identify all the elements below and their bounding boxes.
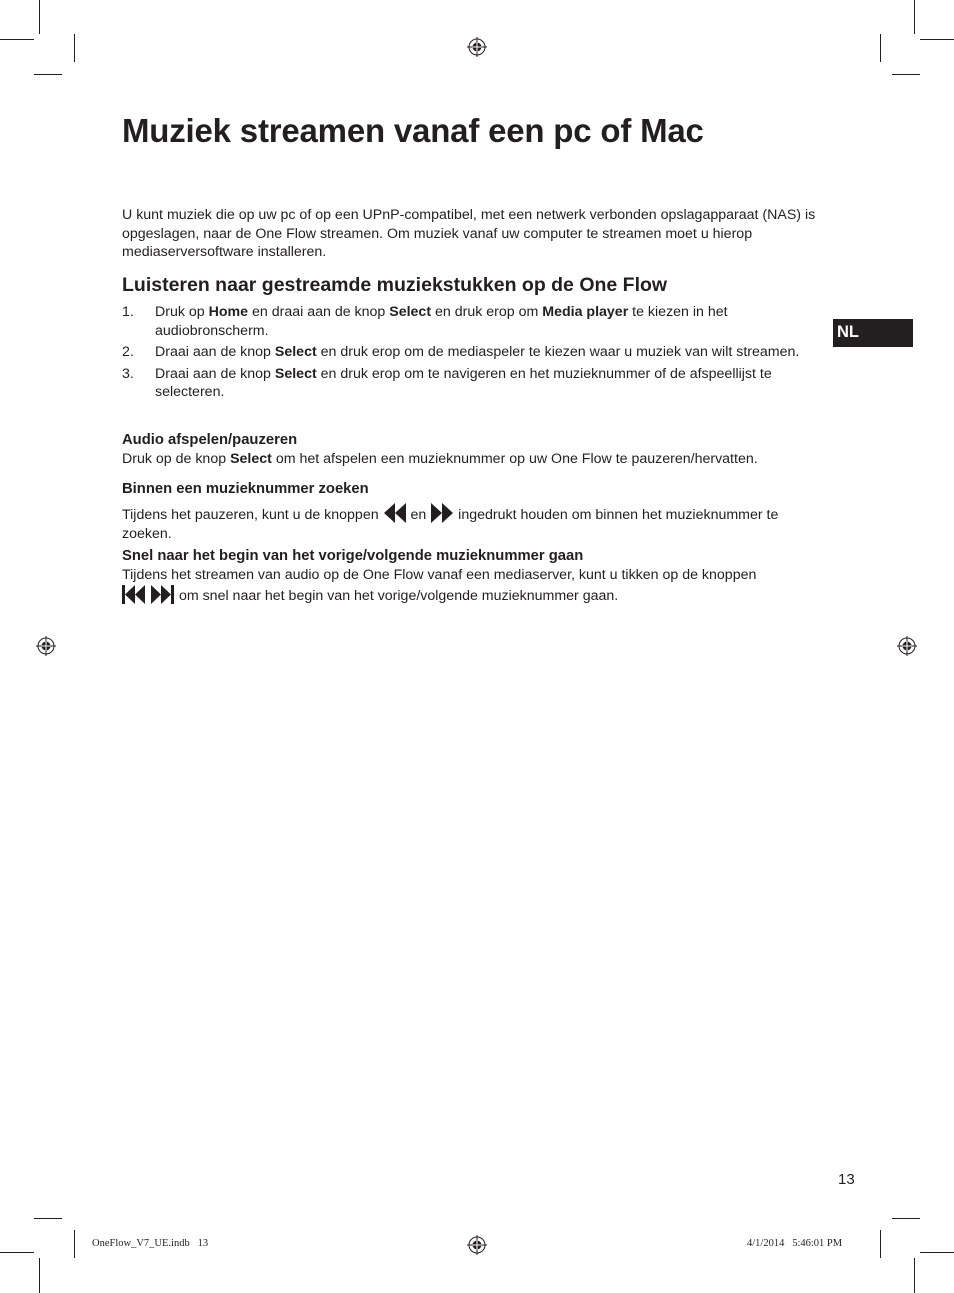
step-text: Draai aan de knop: [155, 365, 275, 382]
search-text: [122, 503, 822, 543]
page-title: Muziek streamen vanaf een pc of Mac: [122, 112, 704, 149]
crop-mark: [39, 1258, 40, 1293]
crop-mark: [34, 1218, 62, 1219]
search-text-part: en: [406, 507, 431, 523]
step-text: Druk op: [155, 304, 209, 320]
search-heading: Binnen een muzieknummer zoeken: [122, 481, 369, 497]
registration-mark-icon: [467, 37, 487, 57]
crop-mark: [39, 0, 40, 34]
audio-section: [122, 431, 822, 469]
search-text-part: ingedrukt houden om binnen het muzieknummer te zoeken.: [122, 507, 779, 542]
step-keyword: Select: [274, 344, 317, 360]
step-keyword: Home: [208, 304, 249, 320]
skip-text-part: Tijdens het streamen van audio op de One Flow vanaf een mediaserver, kunt u tikken op de knoppen: [122, 567, 757, 583]
step-keyword: Select: [274, 365, 317, 382]
step-text: te kiezen in het audiobronscherm.: [155, 304, 728, 339]
crop-mark: [34, 74, 62, 75]
section-heading: Luisteren naar gestreamde muziekstukken op de One Flow: [122, 274, 668, 296]
next-track-icon: [150, 585, 175, 604]
crop-mark: [0, 1252, 34, 1253]
crop-mark: [914, 0, 915, 34]
crop-mark: [892, 1218, 920, 1219]
crop-mark: [914, 1258, 915, 1293]
skip-heading: Snel naar het begin van het vorige/volgende muzieknummer gaan: [122, 548, 584, 564]
audio-heading: Audio afspelen/pauzeren: [122, 432, 298, 448]
skip-text-part: om snel naar het begin van het vorige/volgende muzieknummer gaan.: [175, 587, 619, 604]
step-text: en draai aan de knop: [248, 304, 390, 320]
slug-filename: OneFlow_V7_UE.indb 13: [92, 1238, 209, 1249]
step-number: 2.: [122, 344, 134, 360]
audio-text: [122, 450, 822, 469]
crop-mark: [880, 34, 881, 62]
crop-mark: [880, 1230, 881, 1258]
crop-mark: [892, 74, 920, 75]
step-number: 3.: [122, 365, 134, 382]
crop-mark: [920, 1252, 954, 1253]
steps-list: [122, 303, 822, 405]
step-keyword: Media player: [542, 304, 629, 320]
step-item: [122, 303, 822, 340]
registration-mark-icon: [897, 636, 917, 656]
step-number: 1.: [122, 304, 134, 320]
registration-mark-icon: [36, 636, 56, 656]
step-item: [122, 365, 822, 402]
skip-text: [122, 566, 822, 605]
audio-text-part: Druk op de knop: [122, 451, 231, 467]
slug-timestamp: 4/1/2014 5:46:01 PM: [747, 1238, 843, 1249]
crop-mark: [0, 39, 34, 40]
crop-mark: [74, 1230, 75, 1258]
registration-mark-icon: [467, 1235, 487, 1255]
step-text: en druk erop om: [431, 304, 543, 320]
step-item: [122, 343, 822, 362]
previous-track-icon: [122, 585, 147, 604]
crop-mark: [920, 39, 954, 40]
step-text: en druk erop om te navigeren en het muzieknummer of de afspeellijst te selecteren.: [155, 365, 772, 400]
page-number: 13: [838, 1171, 855, 1188]
step-text: Draai aan de knop: [155, 344, 275, 360]
search-section: [122, 480, 822, 543]
audio-text-part: om het afspelen een muzieknummer op uw One Flow te pauzeren/hervatten.: [271, 451, 758, 467]
step-keyword: Select: [389, 304, 432, 320]
crop-mark: [74, 34, 75, 62]
audio-keyword: Select: [230, 451, 272, 467]
intro-paragraph: U kunt muziek die op uw pc of op een UPnP-compatibel, met een netwerk verbonden opslagapparaat (NAS) is opgeslagen, naar de One Flow streamen. Om muziek vanaf uw computer te streamen moet u hierop mediaserversoftware installeren.: [122, 207, 816, 260]
search-text-part: Tijdens het pauzeren, kunt u de knoppen: [122, 507, 383, 523]
language-tab: NL: [833, 319, 913, 347]
fast-forward-icon: [430, 503, 454, 523]
rewind-icon: [383, 503, 407, 523]
step-text: en druk erop om de mediaspeler te kiezen waar u muziek van wilt streamen.: [316, 344, 800, 360]
skip-section: [122, 547, 822, 605]
